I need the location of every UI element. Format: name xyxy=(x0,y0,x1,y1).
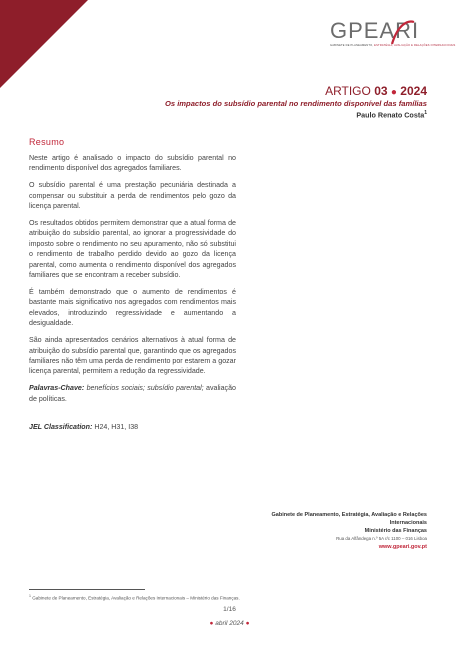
article-header xyxy=(325,84,427,98)
institution-name: Gabinete de Planeamento, Estratégia, Avaliação e Relações xyxy=(271,512,427,518)
jel-codes: H24, H31, I38 xyxy=(92,423,139,432)
jel-classification xyxy=(29,422,236,432)
jel-label: JEL Classification: xyxy=(29,423,93,432)
corner-decoration xyxy=(0,0,88,88)
resumo-body xyxy=(29,153,236,432)
page-number: 1/16 xyxy=(223,606,236,613)
resumo-paragraph: O subsídio parental é uma prestação pecuniária destinada a compensar ou substituir a perda de rendimentos pelo gozo da licença parental. xyxy=(29,181,236,211)
keywords-label: Palavras-Chave: xyxy=(29,384,85,393)
article-author: Paulo Renato Costa$^1$ xyxy=(356,110,427,120)
institution-address: Rua da Alfândega n.º 5A r/c 1100 – 016 Lisboa xyxy=(336,536,427,541)
institution-name-cont: Internacionais xyxy=(389,520,427,526)
article-label: ARTIGO xyxy=(325,84,371,98)
logo-wordmark: GPEARI xyxy=(330,18,420,43)
article-title: Os impactos do subsídio parental no rendimento disponível das famílias xyxy=(164,99,427,108)
keywords-italic: benefícios sociais; subsídio parental; xyxy=(86,384,204,393)
ministry-name: Ministério das Finanças xyxy=(364,528,427,534)
keywords-tail: avaliação de políticas. xyxy=(29,384,236,403)
resumo-paragraph: Neste artigo é analisado o impacto do subsídio parental no rendimento disponível dos agregados familiares. xyxy=(29,154,236,173)
article-year: 2024 xyxy=(400,84,427,98)
institution-block xyxy=(272,511,428,551)
resumo-paragraph: São ainda apresentados cenários alternativos à atual forma de atribuição do subsídio parental que, garantindo que os agregados familiares não têm uma perda de rendimento por estarem a gozar licença parental, permitem a redução da regressividade. xyxy=(29,336,236,376)
resumo-paragraph: É também demonstrado que o aumento de rendimentos é bastante mais significativo nos agregados com rendimentos mais elevados, introduzindo regressividade e aumentando a desigualdade. xyxy=(29,287,236,328)
keywords xyxy=(29,383,236,404)
footnote-divider xyxy=(29,589,145,590)
publication-date: ● abril 2024 ● xyxy=(209,620,250,627)
article-number-line xyxy=(325,84,427,98)
resumo-heading: Resumo xyxy=(29,137,65,147)
bullet-dot: ● xyxy=(390,87,397,98)
website-link[interactable]: www.gpeari.gov.pt xyxy=(378,544,427,550)
article-number: 03 xyxy=(374,84,388,98)
footnote: $^1$ Gabinete de Planeamento, Estratégia, Avaliação e Relações Internacionais – Ministério das Finanças. xyxy=(29,594,240,601)
logo-subtitle: GABINETE DE PLANEAMENTO, ESTRATÉGIA, AVALIAÇÃO E RELAÇÕES INTERNACIONAIS xyxy=(330,44,456,47)
gpeari-logo xyxy=(330,18,456,52)
resumo-paragraph: Os resultados obtidos permitem demonstrar que a atual forma de atribuição do subsídio parental, ao ignorar a progressividade do imposto sobre o rendimento no seu apuramento, não só substitui o rendimento de trabalho perdido devido ao gozo da licença parental, como aumenta o rendimento disponível dos agregados familiares que se encontram a receber subsídio. xyxy=(29,219,236,280)
